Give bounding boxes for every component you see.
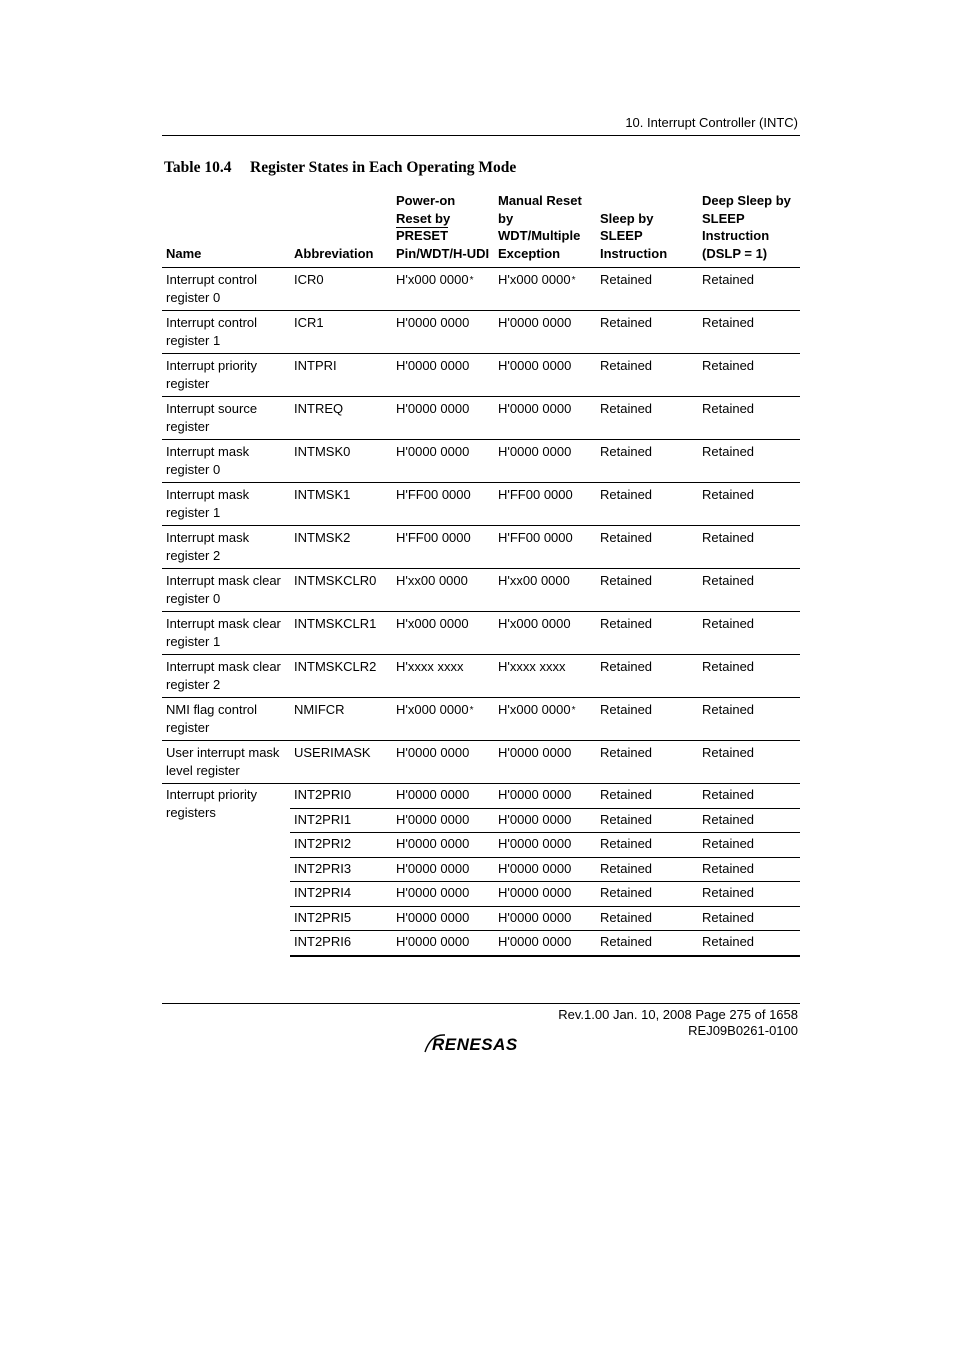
manual-reset-value: H'0000 0000 (494, 808, 596, 833)
manual-reset-value: H'0000 0000 (494, 354, 596, 397)
col-header-sleep: Sleep by SLEEP Instruction (596, 188, 698, 268)
register-name: Interrupt mask clear register 0 (162, 569, 290, 612)
register-name: Interrupt mask register 2 (162, 526, 290, 569)
poweron-reset-value: H'x000 0000 (392, 612, 494, 655)
col-header-poweron-reset: Power-on Reset by PRESET Pin/WDT/H-UDI (392, 188, 494, 268)
register-abbreviation: INTMSK1 (290, 483, 392, 526)
poweron-reset-value: H'x000 0000* (392, 268, 494, 311)
register-abbreviation: INT2PRI4 (290, 882, 392, 907)
table-row (162, 397, 800, 440)
register-abbreviation: INTMSKCLR1 (290, 612, 392, 655)
section-header: 10. Interrupt Controller (INTC) (625, 115, 798, 130)
sleep-state: Retained (596, 808, 698, 833)
deep-sleep-state: Retained (698, 808, 800, 833)
register-abbreviation: INT2PRI1 (290, 808, 392, 833)
register-abbreviation: INT2PRI6 (290, 931, 392, 956)
manual-reset-value: H'0000 0000 (494, 833, 596, 858)
register-abbreviation: INTPRI (290, 354, 392, 397)
register-states-table (162, 188, 800, 957)
poweron-reset-value: H'FF00 0000 (392, 483, 494, 526)
col-header-manual-reset: Manual Reset by WDT/Multiple Exception (494, 188, 596, 268)
register-abbreviation: USERIMASK (290, 741, 392, 784)
poweron-reset-value: H'FF00 0000 (392, 526, 494, 569)
poweron-reset-value: H'0000 0000 (392, 741, 494, 784)
register-abbreviation: ICR0 (290, 268, 392, 311)
register-name: User interrupt mask level register (162, 741, 290, 784)
poweron-reset-value: H'0000 0000 (392, 784, 494, 809)
manual-reset-value: H'0000 0000 (494, 857, 596, 882)
footnote-mark: * (571, 275, 576, 286)
poweron-reset-value: H'0000 0000 (392, 882, 494, 907)
manual-reset-value: H'xx00 0000 (494, 569, 596, 612)
deep-sleep-state: Retained (698, 440, 800, 483)
poweron-reset-value: H'xxxx xxxx (392, 655, 494, 698)
deep-sleep-state: Retained (698, 612, 800, 655)
poweron-reset-value: H'0000 0000 (392, 440, 494, 483)
footnote-mark: * (469, 705, 474, 716)
table-row (162, 741, 800, 784)
svg-text:RENESAS: RENESAS (432, 1035, 518, 1054)
table-row (162, 354, 800, 397)
sleep-state: Retained (596, 833, 698, 858)
sleep-state: Retained (596, 311, 698, 354)
table-row (162, 268, 800, 311)
sleep-state: Retained (596, 483, 698, 526)
manual-reset-value: H'FF00 0000 (494, 526, 596, 569)
poweron-reset-value: H'0000 0000 (392, 931, 494, 956)
col-header-name: Name (162, 188, 290, 268)
register-abbreviation: INTMSK0 (290, 440, 392, 483)
table-caption: Register States in Each Operating Mode (250, 159, 517, 176)
table-title (164, 159, 516, 177)
register-abbreviation: INT2PRI3 (290, 857, 392, 882)
table-row (162, 784, 800, 809)
register-abbreviation: INTMSKCLR0 (290, 569, 392, 612)
deep-sleep-state: Retained (698, 857, 800, 882)
manual-reset-value: H'0000 0000 (494, 440, 596, 483)
sleep-state: Retained (596, 857, 698, 882)
register-abbreviation: INTMSK2 (290, 526, 392, 569)
revision-info: Rev.1.00 Jan. 10, 2008 Page 275 of 1658 (558, 1007, 798, 1022)
table-row (162, 612, 800, 655)
deep-sleep-state: Retained (698, 882, 800, 907)
register-abbreviation: INT2PRI2 (290, 833, 392, 858)
sleep-state: Retained (596, 440, 698, 483)
register-name: Interrupt mask register 1 (162, 483, 290, 526)
table-row (162, 698, 800, 741)
footer-text (558, 1007, 798, 1039)
manual-reset-value: H'0000 0000 (494, 397, 596, 440)
register-name: Interrupt mask clear register 1 (162, 612, 290, 655)
register-group-name: Interrupt priority registers (166, 787, 258, 820)
deep-sleep-state: Retained (698, 698, 800, 741)
manual-reset-value: H'x000 0000* (494, 698, 596, 741)
register-abbreviation: INTMSKCLR2 (290, 655, 392, 698)
manual-reset-value: H'0000 0000 (494, 311, 596, 354)
sleep-state: Retained (596, 784, 698, 809)
poweron-reset-value: H'0000 0000 (392, 311, 494, 354)
deep-sleep-state: Retained (698, 741, 800, 784)
table-row (162, 440, 800, 483)
register-name: NMI flag control register (162, 698, 290, 741)
sleep-state: Retained (596, 741, 698, 784)
sleep-state: Retained (596, 882, 698, 907)
deep-sleep-state: Retained (698, 483, 800, 526)
preset-pin-label: PRESET (396, 228, 449, 243)
sleep-state: Retained (596, 906, 698, 931)
register-name: Interrupt control register 1 (162, 311, 290, 354)
sleep-state: Retained (596, 612, 698, 655)
sleep-state: Retained (596, 931, 698, 956)
document-code: REJ09B0261-0100 (688, 1023, 798, 1038)
manual-reset-value: H'0000 0000 (494, 882, 596, 907)
register-name: Interrupt priority register (162, 354, 290, 397)
deep-sleep-state: Retained (698, 354, 800, 397)
deep-sleep-state: Retained (698, 906, 800, 931)
manual-reset-value: H'x000 0000* (494, 268, 596, 311)
deep-sleep-state: Retained (698, 655, 800, 698)
manual-reset-value: H'FF00 0000 (494, 483, 596, 526)
footnote-mark: * (571, 705, 576, 716)
poweron-reset-value: H'0000 0000 (392, 833, 494, 858)
footnote-mark: * (469, 275, 474, 286)
manual-reset-value: H'0000 0000 (494, 906, 596, 931)
deep-sleep-state: Retained (698, 526, 800, 569)
table-row (162, 655, 800, 698)
register-name: Interrupt mask register 0 (162, 440, 290, 483)
poweron-reset-value: H'0000 0000 (392, 906, 494, 931)
register-name: Interrupt source register (162, 397, 290, 440)
register-abbreviation: INT2PRI0 (290, 784, 392, 809)
deep-sleep-state: Retained (698, 311, 800, 354)
renesas-logo (423, 1032, 541, 1059)
sleep-state: Retained (596, 655, 698, 698)
register-name: Interrupt control register 0 (162, 268, 290, 311)
col-header-abbreviation: Abbreviation (290, 188, 392, 268)
sleep-state: Retained (596, 354, 698, 397)
page-header (162, 115, 800, 136)
manual-reset-value: H'0000 0000 (494, 931, 596, 956)
deep-sleep-state: Retained (698, 784, 800, 809)
manual-reset-value: H'xxxx xxxx (494, 655, 596, 698)
table-row (162, 311, 800, 354)
table-header-row (162, 188, 800, 268)
register-abbreviation: ICR1 (290, 311, 392, 354)
table-row (162, 526, 800, 569)
poweron-reset-value: H'0000 0000 (392, 857, 494, 882)
deep-sleep-state: Retained (698, 397, 800, 440)
manual-reset-value: H'0000 0000 (494, 741, 596, 784)
page-footer (162, 1003, 800, 1038)
poweron-reset-value: H'0000 0000 (392, 354, 494, 397)
table-row (162, 569, 800, 612)
sleep-state: Retained (596, 526, 698, 569)
register-name: Interrupt mask clear register 2 (162, 655, 290, 698)
manual-reset-value: H'x000 0000 (494, 612, 596, 655)
sleep-state: Retained (596, 569, 698, 612)
deep-sleep-state: Retained (698, 833, 800, 858)
sleep-state: Retained (596, 698, 698, 741)
register-abbreviation: NMIFCR (290, 698, 392, 741)
register-abbreviation: INT2PRI5 (290, 906, 392, 931)
sleep-state: Retained (596, 268, 698, 311)
sleep-state: Retained (596, 397, 698, 440)
poweron-reset-value: H'x000 0000* (392, 698, 494, 741)
poweron-reset-value: H'0000 0000 (392, 808, 494, 833)
table-body (162, 268, 800, 956)
deep-sleep-state: Retained (698, 931, 800, 956)
table-number: Table 10.4 (164, 159, 232, 176)
poweron-reset-value: H'0000 0000 (392, 397, 494, 440)
register-abbreviation: INTREQ (290, 397, 392, 440)
deep-sleep-state: Retained (698, 569, 800, 612)
manual-reset-value: H'0000 0000 (494, 784, 596, 809)
deep-sleep-state: Retained (698, 268, 800, 311)
poweron-reset-value: H'xx00 0000 (392, 569, 494, 612)
col-header-deep-sleep: Deep Sleep by SLEEP Instruction (DSLP = 1) (698, 188, 800, 268)
table-row (162, 483, 800, 526)
